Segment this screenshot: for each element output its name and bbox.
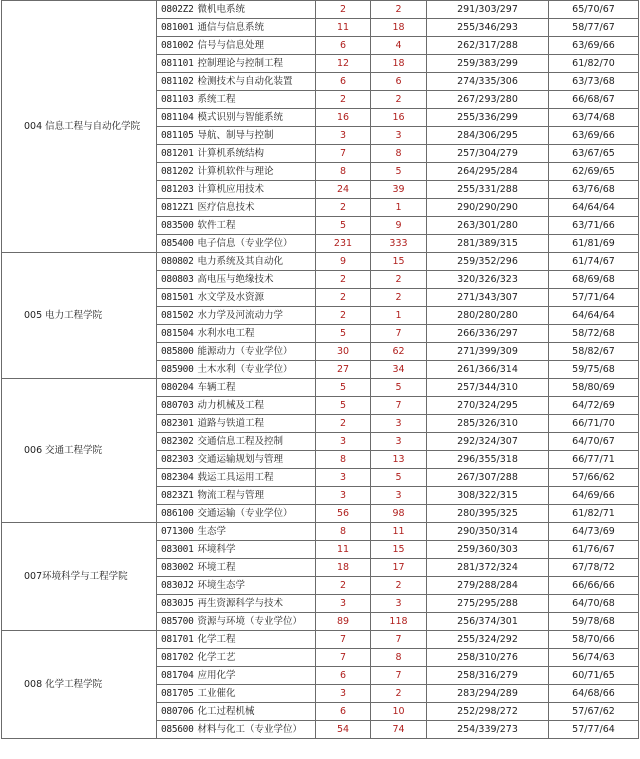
subject-score-cell: 64/69/66: [549, 487, 639, 505]
major-code: 081705: [161, 688, 194, 699]
major-name: 载运工具运用工程: [197, 472, 274, 483]
major-name: 物流工程与管理: [197, 490, 265, 501]
school-name-cell: 007环境科学与工程学院: [2, 523, 157, 631]
subject-score-cell: 58/82/67: [549, 343, 639, 361]
major-name: 微机电系统: [197, 4, 246, 15]
count-cell-2: 1: [371, 307, 427, 325]
major-code: 081103: [161, 94, 194, 105]
subject-score-cell: 63/73/68: [549, 73, 639, 91]
total-score-cell: 279/288/284: [427, 577, 549, 595]
subject-score-cell: 57/71/64: [549, 289, 639, 307]
subject-score-cell: 63/69/66: [549, 127, 639, 145]
count-cell-1: 8: [316, 523, 371, 541]
major-code: 082304: [161, 472, 194, 483]
subject-score-cell: 57/77/64: [549, 721, 639, 739]
count-cell-1: 18: [316, 559, 371, 577]
total-score-cell: 284/306/295: [427, 127, 549, 145]
major-name: 环境科学: [197, 544, 236, 555]
total-score-cell: 263/301/280: [427, 217, 549, 235]
major-name: 动力机械及工程: [197, 400, 265, 411]
count-cell-2: 118: [371, 613, 427, 631]
count-cell-1: 6: [316, 37, 371, 55]
total-score-cell: 255/324/292: [427, 631, 549, 649]
major-code: 0830J2: [161, 580, 194, 591]
major-cell: [157, 595, 316, 613]
total-score-cell: 281/372/324: [427, 559, 549, 577]
major-code: 080802: [161, 256, 194, 267]
total-score-cell: 271/399/309: [427, 343, 549, 361]
major-name: 化学工程: [197, 634, 236, 645]
major-code: 080204: [161, 382, 194, 393]
major-code: 081001: [161, 22, 194, 33]
major-code: 081203: [161, 184, 194, 195]
total-score-cell: 255/331/288: [427, 181, 549, 199]
count-cell-1: 2: [316, 199, 371, 217]
subject-score-cell: 64/68/66: [549, 685, 639, 703]
subject-score-cell: 58/80/69: [549, 379, 639, 397]
major-cell: [157, 469, 316, 487]
count-cell-2: 5: [371, 379, 427, 397]
major-name: 通信与信息系统: [197, 22, 265, 33]
major-code: 080706: [161, 706, 194, 717]
subject-score-cell: 58/77/67: [549, 19, 639, 37]
total-score-cell: 257/344/310: [427, 379, 549, 397]
total-score-cell: 283/294/289: [427, 685, 549, 703]
major-code: 0830J5: [161, 598, 194, 609]
total-score-cell: 285/326/310: [427, 415, 549, 433]
major-code: 081701: [161, 634, 194, 645]
major-name: 应用化学: [197, 670, 236, 681]
table-row: [2, 1, 639, 19]
school-name-cell: 006 交通工程学院: [2, 379, 157, 523]
major-cell: [157, 181, 316, 199]
count-cell-1: 16: [316, 109, 371, 127]
count-cell-1: 3: [316, 595, 371, 613]
major-cell: [157, 703, 316, 721]
subject-score-cell: 62/69/65: [549, 163, 639, 181]
major-cell: [157, 253, 316, 271]
major-name: 环境生态学: [197, 580, 246, 591]
count-cell-2: 2: [371, 1, 427, 19]
major-cell: [157, 163, 316, 181]
major-cell: [157, 415, 316, 433]
count-cell-2: 39: [371, 181, 427, 199]
total-score-cell: 270/324/295: [427, 397, 549, 415]
major-cell: [157, 109, 316, 127]
major-name: 高电压与绝缘技术: [197, 274, 274, 285]
major-name: 化学工艺: [197, 652, 236, 663]
major-name: 计算机系统结构: [197, 148, 265, 159]
major-name: 电子信息（专业学位）: [197, 238, 293, 249]
count-cell-1: 3: [316, 487, 371, 505]
major-code: 081202: [161, 166, 194, 177]
major-name: 导航、制导与控制: [197, 130, 274, 141]
count-cell-2: 2: [371, 685, 427, 703]
count-cell-2: 18: [371, 55, 427, 73]
major-name: 车辆工程: [197, 382, 236, 393]
major-cell: [157, 307, 316, 325]
total-score-cell: 308/322/315: [427, 487, 549, 505]
subject-score-cell: 64/70/68: [549, 595, 639, 613]
major-name: 交通信息工程及控制: [197, 436, 284, 447]
major-name: 资源与环境（专业学位）: [197, 616, 303, 627]
count-cell-2: 2: [371, 91, 427, 109]
count-cell-1: 3: [316, 127, 371, 145]
total-score-cell: 259/360/303: [427, 541, 549, 559]
count-cell-1: 6: [316, 667, 371, 685]
major-cell: [157, 19, 316, 37]
count-cell-2: 7: [371, 631, 427, 649]
major-code: 080703: [161, 400, 194, 411]
count-cell-2: 62: [371, 343, 427, 361]
subject-score-cell: 61/81/69: [549, 235, 639, 253]
table-row: [2, 253, 639, 271]
subject-score-cell: 63/67/65: [549, 145, 639, 163]
major-cell: [157, 199, 316, 217]
major-code: 081704: [161, 670, 194, 681]
major-cell: [157, 541, 316, 559]
total-score-cell: 275/295/288: [427, 595, 549, 613]
major-name: 模式识别与智能系统: [197, 112, 284, 123]
major-code: 081002: [161, 40, 194, 51]
major-code: 085600: [161, 724, 194, 735]
admission-table-body: [2, 1, 639, 739]
major-code: 081504: [161, 328, 194, 339]
subject-score-cell: 58/72/68: [549, 325, 639, 343]
total-score-cell: 281/389/315: [427, 235, 549, 253]
total-score-cell: 267/307/288: [427, 469, 549, 487]
count-cell-2: 3: [371, 487, 427, 505]
major-code: 082302: [161, 436, 194, 447]
total-score-cell: 262/317/288: [427, 37, 549, 55]
major-code: 081702: [161, 652, 194, 663]
major-name: 医疗信息技术: [197, 202, 255, 213]
major-name: 水力学及河流动力学: [197, 310, 284, 321]
major-code: 0812Z1: [161, 202, 194, 213]
table-row: [2, 379, 639, 397]
total-score-cell: 259/383/299: [427, 55, 549, 73]
major-cell: [157, 343, 316, 361]
count-cell-2: 17: [371, 559, 427, 577]
school-name-cell: 005 电力工程学院: [2, 253, 157, 379]
total-score-cell: 280/395/325: [427, 505, 549, 523]
count-cell-2: 7: [371, 667, 427, 685]
subject-score-cell: 57/66/62: [549, 469, 639, 487]
count-cell-1: 7: [316, 649, 371, 667]
major-cell: [157, 631, 316, 649]
count-cell-1: 7: [316, 145, 371, 163]
total-score-cell: 254/339/273: [427, 721, 549, 739]
major-name: 化工过程机械: [197, 706, 255, 717]
major-code: 081502: [161, 310, 194, 321]
subject-score-cell: 56/74/63: [549, 649, 639, 667]
count-cell-2: 4: [371, 37, 427, 55]
count-cell-1: 11: [316, 541, 371, 559]
total-score-cell: 291/303/297: [427, 1, 549, 19]
major-code: 085800: [161, 346, 194, 357]
total-score-cell: 258/316/279: [427, 667, 549, 685]
major-cell: [157, 487, 316, 505]
count-cell-1: 12: [316, 55, 371, 73]
subject-score-cell: 65/70/67: [549, 1, 639, 19]
count-cell-1: 2: [316, 577, 371, 595]
major-name: 工业催化: [197, 688, 236, 699]
count-cell-1: 2: [316, 289, 371, 307]
major-cell: [157, 127, 316, 145]
total-score-cell: 255/336/299: [427, 109, 549, 127]
subject-score-cell: 63/71/66: [549, 217, 639, 235]
count-cell-2: 16: [371, 109, 427, 127]
major-cell: [157, 1, 316, 19]
count-cell-2: 13: [371, 451, 427, 469]
subject-score-cell: 61/82/71: [549, 505, 639, 523]
total-score-cell: 266/336/297: [427, 325, 549, 343]
subject-score-cell: 60/71/65: [549, 667, 639, 685]
count-cell-1: 2: [316, 307, 371, 325]
count-cell-2: 3: [371, 595, 427, 613]
count-cell-2: 3: [371, 127, 427, 145]
subject-score-cell: 66/77/71: [549, 451, 639, 469]
total-score-cell: 274/335/306: [427, 73, 549, 91]
count-cell-1: 8: [316, 163, 371, 181]
count-cell-2: 333: [371, 235, 427, 253]
subject-score-cell: 61/76/67: [549, 541, 639, 559]
school-name-cell: 004 信息工程与自动化学院: [2, 1, 157, 253]
major-name: 信号与信息处理: [197, 40, 265, 51]
major-cell: [157, 433, 316, 451]
major-cell: [157, 721, 316, 739]
major-code: 082303: [161, 454, 194, 465]
subject-score-cell: 63/69/66: [549, 37, 639, 55]
subject-score-cell: 61/74/67: [549, 253, 639, 271]
count-cell-1: 2: [316, 271, 371, 289]
major-cell: [157, 685, 316, 703]
total-score-cell: 259/352/296: [427, 253, 549, 271]
major-cell: [157, 91, 316, 109]
subject-score-cell: 66/66/66: [549, 577, 639, 595]
major-name: 系统工程: [197, 94, 236, 105]
count-cell-1: 5: [316, 379, 371, 397]
major-name: 土木水利（专业学位）: [197, 364, 293, 375]
count-cell-2: 6: [371, 73, 427, 91]
major-cell: [157, 271, 316, 289]
count-cell-1: 11: [316, 19, 371, 37]
count-cell-2: 3: [371, 415, 427, 433]
total-score-cell: 280/280/280: [427, 307, 549, 325]
subject-score-cell: 58/70/66: [549, 631, 639, 649]
count-cell-1: 3: [316, 685, 371, 703]
total-score-cell: 264/295/284: [427, 163, 549, 181]
subject-score-cell: 63/76/68: [549, 181, 639, 199]
count-cell-1: 5: [316, 217, 371, 235]
count-cell-2: 5: [371, 469, 427, 487]
subject-score-cell: 63/74/68: [549, 109, 639, 127]
total-score-cell: 290/350/314: [427, 523, 549, 541]
count-cell-2: 5: [371, 163, 427, 181]
major-code: 083500: [161, 220, 194, 231]
count-cell-1: 5: [316, 325, 371, 343]
count-cell-2: 7: [371, 325, 427, 343]
major-cell: [157, 145, 316, 163]
count-cell-1: 7: [316, 631, 371, 649]
subject-score-cell: 64/72/69: [549, 397, 639, 415]
total-score-cell: 256/374/301: [427, 613, 549, 631]
major-name: 道路与铁道工程: [197, 418, 265, 429]
major-cell: [157, 523, 316, 541]
subject-score-cell: 64/73/69: [549, 523, 639, 541]
subject-score-cell: 59/75/68: [549, 361, 639, 379]
major-cell: [157, 613, 316, 631]
major-cell: [157, 649, 316, 667]
subject-score-cell: 67/78/72: [549, 559, 639, 577]
count-cell-1: 9: [316, 253, 371, 271]
count-cell-1: 5: [316, 397, 371, 415]
count-cell-1: 6: [316, 73, 371, 91]
count-cell-2: 74: [371, 721, 427, 739]
major-cell: [157, 379, 316, 397]
count-cell-1: 54: [316, 721, 371, 739]
total-score-cell: 267/293/280: [427, 91, 549, 109]
count-cell-2: 18: [371, 19, 427, 37]
major-code: 071300: [161, 526, 194, 537]
major-cell: [157, 559, 316, 577]
major-code: 085700: [161, 616, 194, 627]
major-code: 081102: [161, 76, 194, 87]
major-cell: [157, 505, 316, 523]
major-code: 081501: [161, 292, 194, 303]
major-cell: [157, 37, 316, 55]
major-cell: [157, 73, 316, 91]
major-cell: [157, 289, 316, 307]
count-cell-1: 3: [316, 469, 371, 487]
major-cell: [157, 667, 316, 685]
major-code: 081104: [161, 112, 194, 123]
count-cell-2: 34: [371, 361, 427, 379]
major-name: 软件工程: [197, 220, 236, 231]
major-cell: [157, 577, 316, 595]
subject-score-cell: 64/70/67: [549, 433, 639, 451]
total-score-cell: 320/326/323: [427, 271, 549, 289]
count-cell-2: 15: [371, 253, 427, 271]
count-cell-1: 24: [316, 181, 371, 199]
subject-score-cell: 59/78/68: [549, 613, 639, 631]
major-cell: [157, 325, 316, 343]
count-cell-1: 89: [316, 613, 371, 631]
count-cell-1: 2: [316, 91, 371, 109]
major-name: 检测技术与自动化装置: [197, 76, 293, 87]
major-code: 0823Z1: [161, 490, 194, 501]
count-cell-1: 8: [316, 451, 371, 469]
major-cell: [157, 235, 316, 253]
major-name: 生态学: [197, 526, 227, 537]
major-code: 086100: [161, 508, 194, 519]
major-cell: [157, 55, 316, 73]
subject-score-cell: 66/71/70: [549, 415, 639, 433]
count-cell-1: 27: [316, 361, 371, 379]
subject-score-cell: 57/67/62: [549, 703, 639, 721]
table-row: [2, 631, 639, 649]
major-cell: [157, 217, 316, 235]
major-cell: [157, 361, 316, 379]
count-cell-1: 6: [316, 703, 371, 721]
major-code: 081101: [161, 58, 194, 69]
subject-score-cell: 66/68/67: [549, 91, 639, 109]
count-cell-1: 2: [316, 415, 371, 433]
count-cell-1: 231: [316, 235, 371, 253]
count-cell-2: 98: [371, 505, 427, 523]
count-cell-2: 8: [371, 145, 427, 163]
major-code: 080803: [161, 274, 194, 285]
major-code: 083002: [161, 562, 194, 573]
major-code: 085400: [161, 238, 194, 249]
major-code: 085900: [161, 364, 194, 375]
total-score-cell: 292/324/307: [427, 433, 549, 451]
major-name: 控制理论与控制工程: [197, 58, 284, 69]
major-name: 材料与化工（专业学位）: [197, 724, 303, 735]
major-code: 0802Z2: [161, 4, 194, 15]
major-name: 计算机软件与理论: [197, 166, 274, 177]
admission-table: [1, 0, 639, 739]
subject-score-cell: 68/69/68: [549, 271, 639, 289]
major-name: 再生资源科学与技术: [197, 598, 284, 609]
major-name: 环境工程: [197, 562, 236, 573]
major-name: 水利水电工程: [197, 328, 255, 339]
count-cell-2: 1: [371, 199, 427, 217]
count-cell-2: 2: [371, 271, 427, 289]
total-score-cell: 257/304/279: [427, 145, 549, 163]
major-code: 083001: [161, 544, 194, 555]
total-score-cell: 296/355/318: [427, 451, 549, 469]
major-code: 081201: [161, 148, 194, 159]
total-score-cell: 258/310/276: [427, 649, 549, 667]
total-score-cell: 271/343/307: [427, 289, 549, 307]
count-cell-2: 8: [371, 649, 427, 667]
count-cell-2: 9: [371, 217, 427, 235]
total-score-cell: 261/366/314: [427, 361, 549, 379]
count-cell-2: 7: [371, 397, 427, 415]
subject-score-cell: 64/64/64: [549, 199, 639, 217]
major-cell: [157, 397, 316, 415]
count-cell-2: 2: [371, 577, 427, 595]
major-name: 交通运输规划与管理: [197, 454, 284, 465]
count-cell-2: 3: [371, 433, 427, 451]
total-score-cell: 290/290/290: [427, 199, 549, 217]
major-name: 电力系统及其自动化: [197, 256, 284, 267]
major-name: 能源动力（专业学位）: [197, 346, 293, 357]
subject-score-cell: 64/64/64: [549, 307, 639, 325]
count-cell-1: 56: [316, 505, 371, 523]
count-cell-1: 3: [316, 433, 371, 451]
school-name-cell: 008 化学工程学院: [2, 631, 157, 739]
count-cell-2: 11: [371, 523, 427, 541]
count-cell-2: 15: [371, 541, 427, 559]
total-score-cell: 252/298/272: [427, 703, 549, 721]
total-score-cell: 255/346/293: [427, 19, 549, 37]
count-cell-2: 10: [371, 703, 427, 721]
count-cell-2: 2: [371, 289, 427, 307]
count-cell-1: 30: [316, 343, 371, 361]
table-row: [2, 523, 639, 541]
major-name: 交通运输（专业学位）: [197, 508, 293, 519]
count-cell-1: 2: [316, 1, 371, 19]
major-name: 水文学及水资源: [197, 292, 265, 303]
subject-score-cell: 61/82/70: [549, 55, 639, 73]
major-code: 081105: [161, 130, 194, 141]
major-cell: [157, 451, 316, 469]
major-name: 计算机应用技术: [197, 184, 265, 195]
major-code: 082301: [161, 418, 194, 429]
